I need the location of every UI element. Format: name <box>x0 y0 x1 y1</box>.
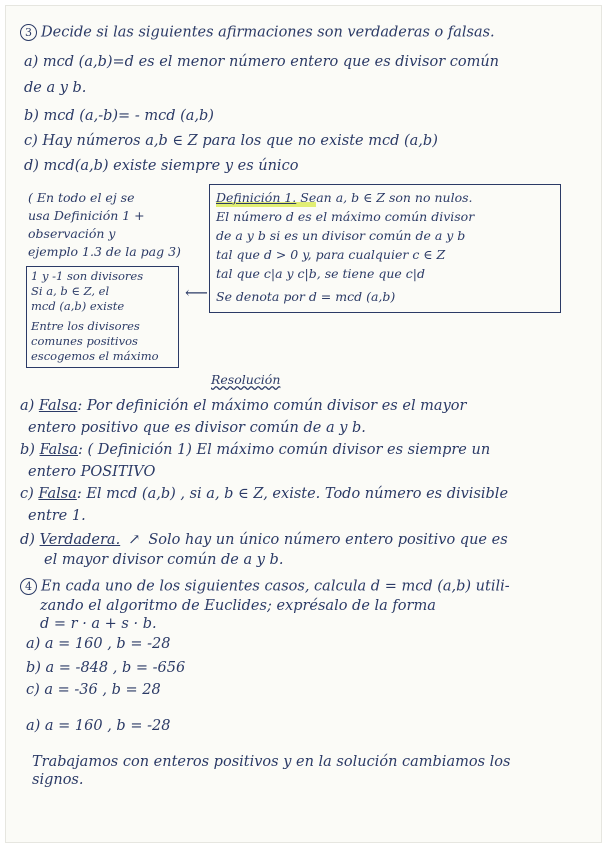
resolution-b-label: Falsa <box>39 442 79 458</box>
statement-b: b) mcd (a,-b)= - mcd (a,b) <box>24 108 214 124</box>
resolution-a-line1 <box>20 398 466 415</box>
resolution-title: Resolución <box>211 372 281 387</box>
resolution-a-text: : Por definición el máximo común divisor es el mayor <box>77 398 467 414</box>
resolution-d-line2: el mayor divisor común de a y b. <box>44 552 284 568</box>
resolution-a-line2: entero positivo que es divisor común de a y b. <box>28 420 366 436</box>
case-a: a) a = 160 , b = -28 <box>26 636 171 652</box>
statement-d: d) mcd(a,b) existe siempre y es único <box>24 158 299 174</box>
exercise-4-line2: zando el algoritmo de Euclides; exprésalo de la forma <box>40 598 436 614</box>
definition-line4: tal que d > 0 y, para cualquier c ∈ Z <box>216 247 446 262</box>
box-note-line6: escogemos el máximo <box>31 349 159 363</box>
notebook-page <box>5 5 602 843</box>
definition-line5: tal que c|a y c|b, se tiene que c|d <box>216 266 425 281</box>
definition-box <box>209 184 561 313</box>
up-right-arrow-icon: ↗ <box>128 532 141 548</box>
definition-line3: de a y b si es un divisor común de a y b <box>216 228 466 243</box>
case-c: c) a = -36 , b = 28 <box>26 682 161 698</box>
exercise-3-title-text: Decide si las siguientes afirmaciones son verdaderas o falsas. <box>41 24 495 41</box>
definition-line1-text: Sean a, b ∈ Z son no nulos. <box>300 190 473 205</box>
resolution-c-line2: entre 1. <box>28 508 86 524</box>
left-arrow-icon: ⟵ <box>185 283 208 302</box>
statement-c: c) Hay números a,b ∈ Z para los que no existe mcd (a,b) <box>24 133 438 149</box>
box-note-line2: Si a, b ∈ Z, el <box>31 284 110 298</box>
resolution-c-line1 <box>20 486 508 503</box>
box-note-line3: mcd (a,b) existe <box>31 299 125 313</box>
definition-line2: El número d es el máximo común divisor <box>216 209 475 224</box>
exercise-number-badge: 3 <box>20 24 37 41</box>
resolution-d-text: Solo hay un único número entero positivo que es <box>148 532 508 548</box>
statement-a-line1: a) mcd (a,b)=d es el menor número entero que es divisor común <box>24 54 500 70</box>
note-line2: signos. <box>32 772 84 788</box>
exercise-number-badge: 4 <box>20 578 37 595</box>
resolution-b-text: : ( Definición 1) El máximo común divisor es siempre un <box>78 442 491 458</box>
resolution-a-label: Falsa <box>38 398 78 414</box>
resolution-b-prefix: b) <box>20 442 40 458</box>
definition-line6: Se denota por d = mcd (a,b) <box>216 289 396 304</box>
exercise-4-line1 <box>20 578 510 596</box>
case-b: b) a = -848 , b = -656 <box>26 660 186 676</box>
resolution-c-prefix: c) <box>20 486 39 502</box>
exercise-4-line3: d = r · a + s · b. <box>40 616 157 632</box>
exercise-3-title <box>20 24 495 42</box>
definition-line1 <box>216 190 473 205</box>
box-note-line4: Entre los divisores <box>31 319 140 333</box>
box-note-line5: comunes positivos <box>31 334 138 348</box>
statement-a-line2: de a y b. <box>24 80 87 96</box>
case-a-repeat: a) a = 160 , b = -28 <box>26 718 171 734</box>
resolution-a-prefix: a) <box>20 398 39 414</box>
side-note-line4: ejemplo 1.3 de la pag 3) <box>28 244 181 259</box>
box-note-line1: 1 y -1 son divisores <box>31 269 144 283</box>
resolution-d-prefix: d) <box>20 532 40 548</box>
resolution-c-label: Falsa <box>38 486 77 502</box>
side-note-line2: usa Definición 1 + <box>28 208 145 223</box>
resolution-d-line1 <box>20 532 508 549</box>
divisors-note-box <box>26 266 179 368</box>
resolution-d-label: Verdadera. <box>39 532 121 548</box>
side-note-line3: observación y <box>28 226 116 241</box>
resolution-b-line2: entero POSITIVO <box>28 464 156 480</box>
resolution-b-line1 <box>20 442 490 459</box>
side-note-line1: ( En todo el ej se <box>28 190 135 205</box>
note-line1: Trabajamos con enteros positivos y en la solución cambiamos los <box>32 754 511 770</box>
exercise-4-line1-text: En cada uno de los siguientes casos, calcula d = mcd (a,b) utili- <box>41 578 510 595</box>
definition-heading: Definición 1. <box>216 190 297 205</box>
resolution-c-text: : El mcd (a,b) , si a, b ∈ Z, existe. Todo número es divisible <box>76 486 509 502</box>
